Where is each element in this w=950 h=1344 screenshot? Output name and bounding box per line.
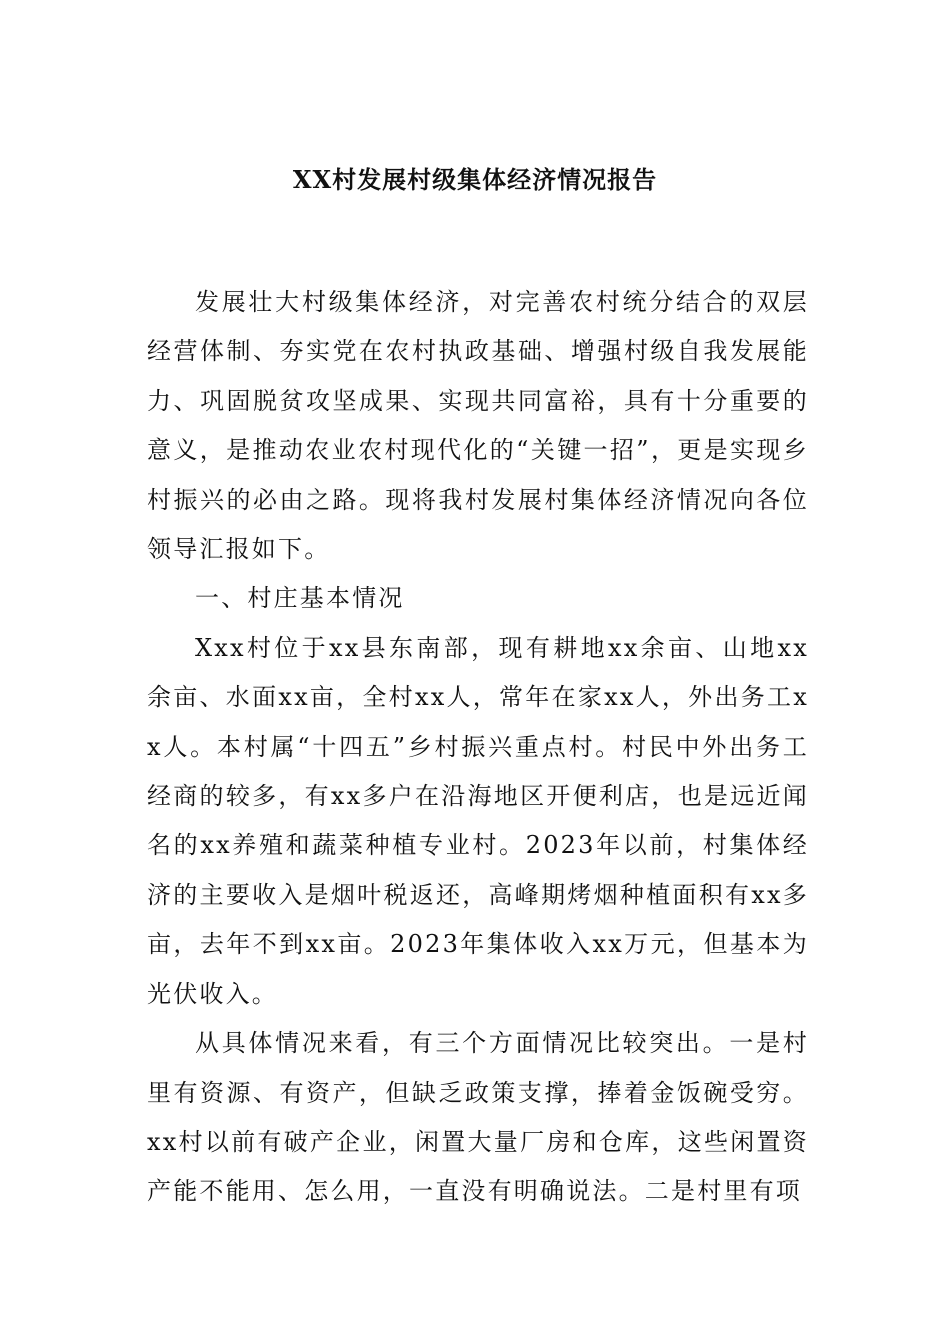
paragraph-intro: 发展壮大村级集体经济，对完善农村统分结合的双层经营体制、夯实党在农村执政基础、增强村级自我发展能力、巩固脱贫攻坚成果、实现共同富裕，具有十分重要的意义，是推动农业农村现代化的“关键一招”，更是实现乡村振兴的必由之路。现将我村发展村集体经济情况向各位领导汇报如下。 [147, 288, 809, 564]
paragraph-specific-situation: 从具体情况来看，有三个方面情况比较突出。一是村里有资源、有资产，但缺乏政策支撑，捧着金饭碗受穷。xx村以前有破产企业，闲置大量厂房和仓库，这些闲置资产能不能用、怎么用，一直没有明确说法。二是村里有项 [147, 1029, 809, 1206]
document-body [147, 278, 809, 1217]
paragraph-village-basics: Xxx村位于xx县东南部，现有耕地xx余亩、山地xx余亩、水面xx亩，全村xx人，常年在家xx人，外出务工xx人。本村属“十四五”乡村振兴重点村。村民中外出务工经商的较多，有xx多户在沿海地区开便利店，也是远近闻名的xx养殖和蔬菜种植专业村。2023年以前，村集体经济的主要收入是烟叶税返还，高峰期烤烟种植面积有xx多亩，去年不到xx亩。2023年集体收入xx万元，但基本为光伏收入。 [147, 633, 809, 1008]
document-title: XX村发展村级集体经济情况报告 [292, 165, 658, 194]
section-heading-village-basics: 一、村庄基本情况 [195, 584, 405, 613]
